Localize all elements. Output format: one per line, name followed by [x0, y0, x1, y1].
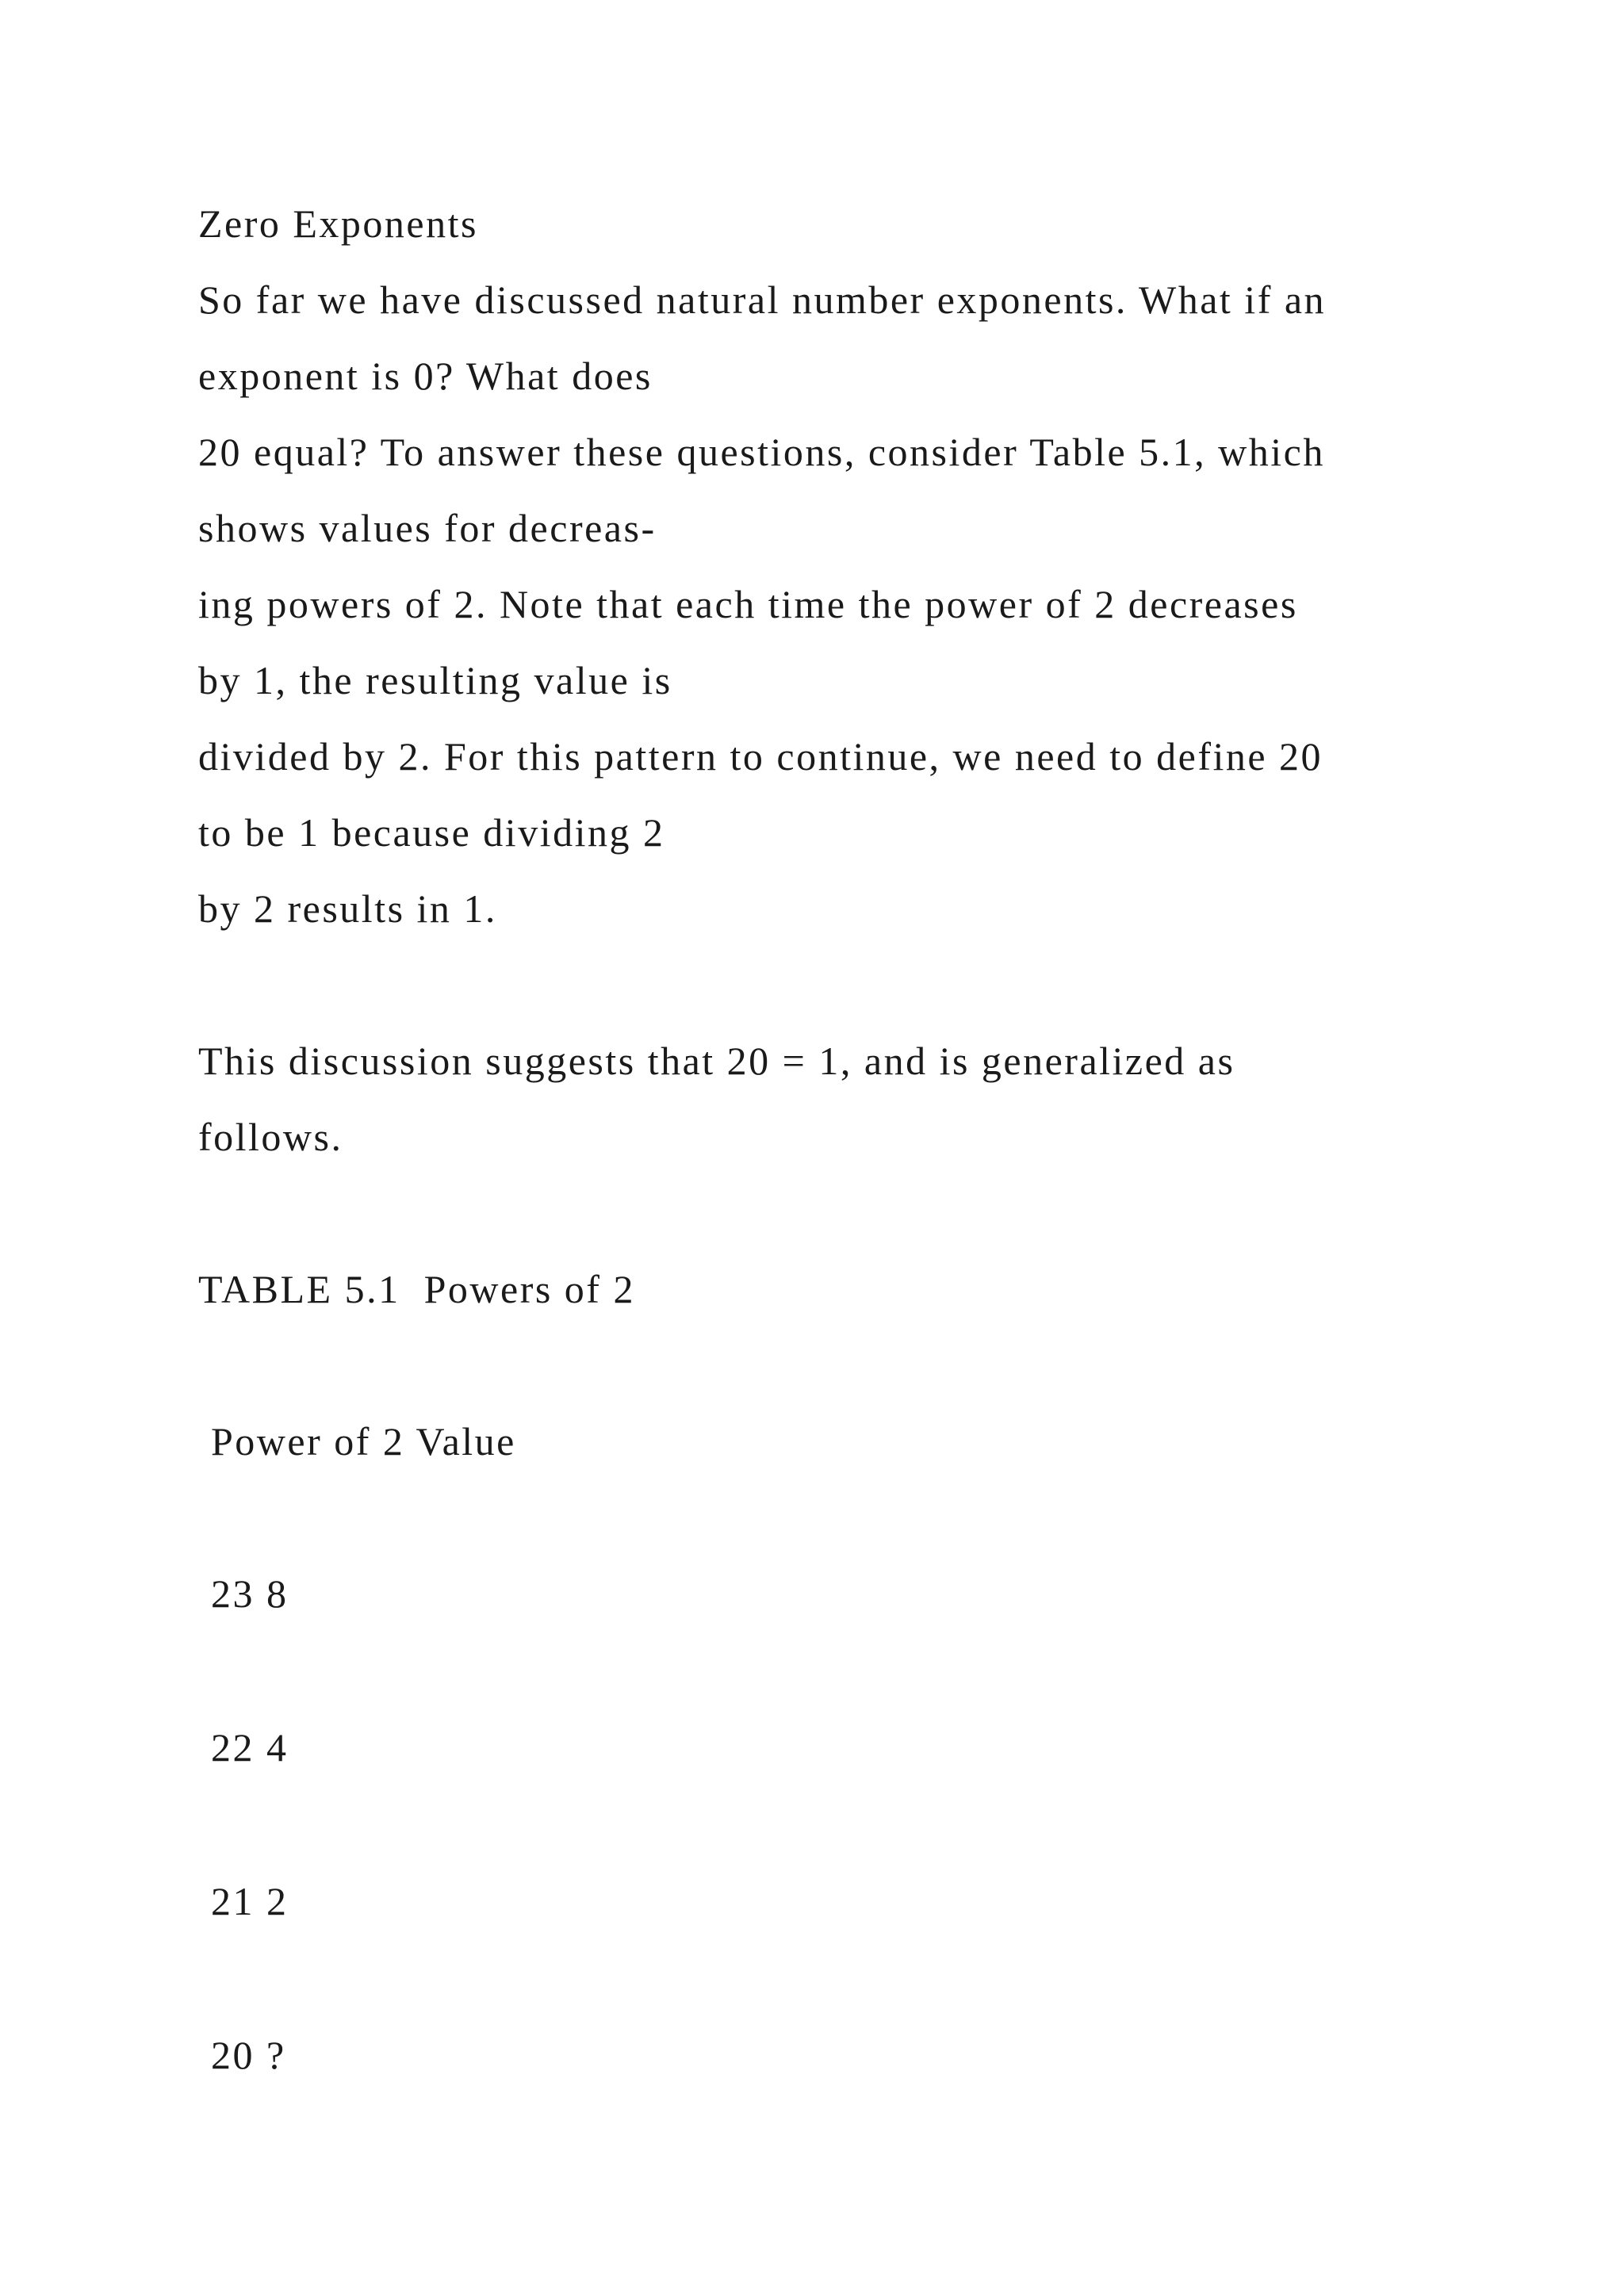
table-row: 23 8 — [211, 1571, 289, 1616]
table-row: 21 2 — [211, 1879, 289, 1923]
table-row: 22 4 — [211, 1725, 289, 1770]
paragraph-line: by 2 results in 1. — [198, 886, 497, 931]
table-row: 20 ? — [211, 2033, 286, 2077]
paragraph-line: by 1, the resulting value is — [198, 658, 672, 702]
paragraph-line: This discussion suggests that 20 = 1, and is generalized as — [198, 1039, 1235, 1083]
section-heading: Zero Exponents — [198, 201, 478, 246]
paragraph-line: exponent is 0? What does — [198, 354, 653, 398]
paragraph-line: 20 equal? To answer these questions, consider Table 5.1, which — [198, 430, 1325, 474]
paragraph-line: to be 1 because dividing 2 — [198, 810, 665, 855]
paragraph-line: shows values for decreas- — [198, 506, 657, 550]
paragraph-line: ing powers of 2. Note that each time the power of 2 decreases — [198, 582, 1298, 626]
table-caption: TABLE 5.1 Powers of 2 — [198, 1267, 635, 1311]
paragraph-line: divided by 2. For this pattern to continue, we need to define 20 — [198, 734, 1323, 779]
paragraph-line: So far we have discussed natural number exponents. What if an — [198, 277, 1327, 322]
paragraph-line: follows. — [198, 1115, 343, 1159]
table-header: Power of 2 Value — [211, 1419, 516, 1464]
